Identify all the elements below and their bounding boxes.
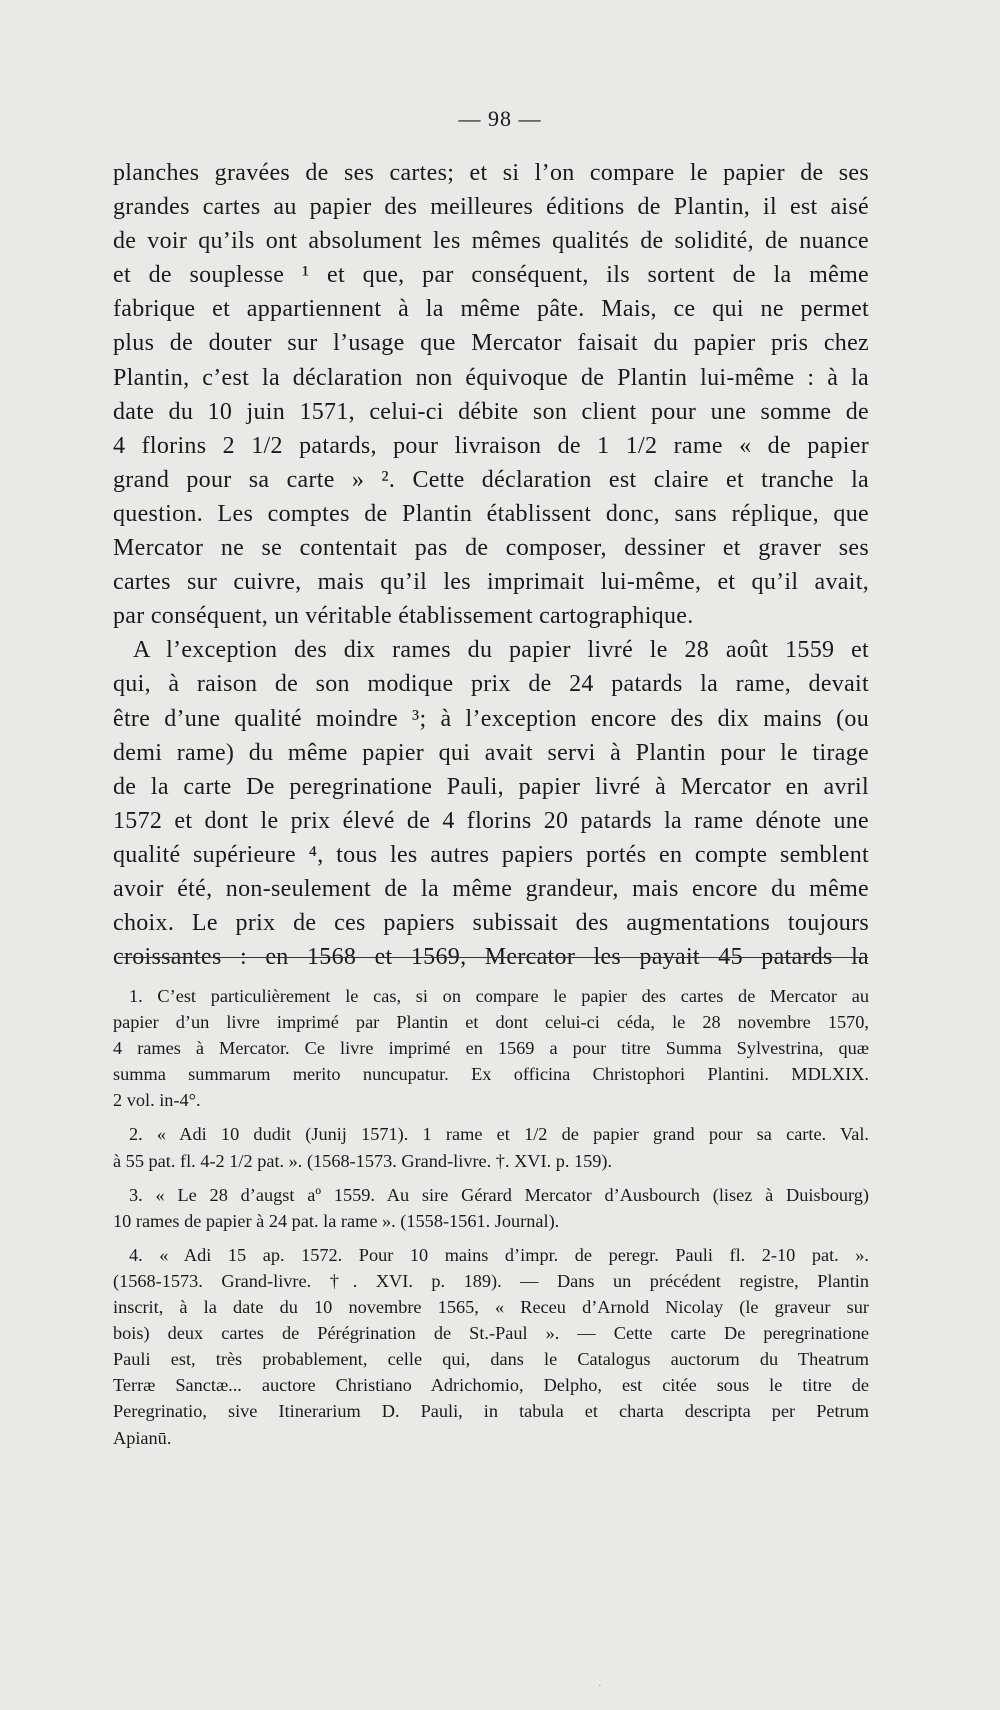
text-line: question. Les comptes de Plantin établissent donc, sans réplique, que bbox=[113, 500, 869, 527]
footnote-line: (1568-1573. Grand-livre. †. XVI. p. 189). — Dans un précédent registre, Plantin bbox=[113, 1270, 869, 1291]
text-line: cartes sur cuivre, mais qu’il les imprimait lui-même, et qu’il avait, bbox=[113, 569, 869, 596]
footnote-line: 2. « Adi 10 dudit (Junij 1571). 1 rame et 1/2 de papier grand pour sa carte. Val. bbox=[129, 1124, 869, 1145]
text-line: planches gravées de ses cartes; et si l’on compare le papier de ses bbox=[113, 160, 869, 186]
footnote-line: bois) deux cartes de Pérégrination de St.-Paul ». — Cette carte De peregrinatione bbox=[113, 1323, 869, 1344]
text-line: et de souplesse ¹ et que, par conséquent, ils sortent de la même bbox=[113, 262, 869, 289]
footnote-line: 3. « Le 28 d’augst aº 1559. Au sire Gérard Mercator d’Ausbourch (lisez à Duisbourg) bbox=[129, 1184, 869, 1205]
page-number-header: — 98 — bbox=[458, 106, 542, 131]
text-line: grand pour sa carte » ². Cette déclaration est claire et tranche la bbox=[113, 466, 869, 493]
scan-mark: · bbox=[598, 1680, 602, 1692]
text-line: par conséquent, un véritable établissement cartographique. bbox=[113, 603, 694, 630]
text-line: date du 10 juin 1571, celui-ci débite son client pour une somme de bbox=[113, 398, 869, 425]
footnote-line: 1. C’est particulièrement le cas, si on compare le papier des cartes de Mercator au bbox=[129, 986, 869, 1006]
footnote-line: 10 rames de papier à 24 pat. la rame ». (1558-1561. Journal). bbox=[113, 1210, 560, 1231]
text-line: qui, à raison de son modique prix de 24 patards la rame, devait bbox=[113, 671, 869, 698]
text-line: 1572 et dont le prix élevé de 4 florins 20 patards la rame dénote une bbox=[113, 807, 869, 834]
text-line: Plantin, c’est la déclaration non équivoque de Plantin lui-même : à la bbox=[113, 364, 869, 391]
text-line: choix. Le prix de ces papiers subissait des augmentations toujours bbox=[113, 910, 869, 937]
footnote-line: Apianū. bbox=[113, 1427, 172, 1448]
text-line: de voir qu’ils ont absolument les mêmes qualités de solidité, de nuance bbox=[113, 228, 869, 255]
text-line: qualité supérieure ⁴, tous les autres papiers portés en compte semblent bbox=[113, 841, 869, 868]
footnote-line: 4 rames à Mercator. Ce livre imprimé en 1569 a pour titre Summa Sylvestrina, quæ bbox=[113, 1038, 869, 1059]
text-line: être d’une qualité moindre ³; à l’exception encore des dix mains (ou bbox=[113, 705, 869, 732]
footnote-line: Peregrinatio, sive Itinerarium D. Pauli, in tabula et charta descripta per Petrum bbox=[113, 1401, 869, 1422]
footnote-line: 4. « Adi 15 ap. 1572. Pour 10 mains d’impr. de peregr. Pauli fl. 2-10 pat. ». bbox=[129, 1244, 869, 1265]
text-line: grandes cartes au papier des meilleures éditions de Plantin, il est aisé bbox=[113, 194, 869, 221]
footnote-line: papier d’un livre imprimé par Plantin et dont celui-ci céda, le 28 novembre 1570, bbox=[113, 1012, 869, 1033]
footnote-line: Terræ Sanctæ... auctore Christiano Adrichomio, Delpho, est citée sous le titre de bbox=[113, 1375, 869, 1396]
text-line: avoir été, non-seulement de la même grandeur, mais encore du même bbox=[113, 875, 869, 902]
footnote-line: inscrit, à la date du 10 novembre 1565, « Receu d’Arnold Nicolay (le graveur sur bbox=[113, 1297, 869, 1318]
footnotes bbox=[113, 983, 869, 1451]
main-text bbox=[113, 156, 869, 974]
footnote-line: summa summarum merito nuncupatur. Ex officina Christophori Plantini. MDLXIX. bbox=[113, 1064, 869, 1085]
text-line: de la carte De peregrinatione Pauli, papier livré à Mercator en avril bbox=[113, 773, 869, 800]
footnote-line: à 55 pat. fl. 4-2 1/2 pat. ». (1568-1573. Grand-livre. †. XVI. p. 159). bbox=[113, 1150, 613, 1171]
footnote-divider bbox=[118, 957, 868, 958]
footnote-line: Pauli est, très probablement, celle qui, dans le Catalogus auctorum du Theatrum bbox=[113, 1349, 869, 1370]
text-line: croissantes : en 1568 et 1569, Mercator les payait 45 patards la bbox=[113, 944, 869, 971]
text-line: Mercator ne se contentait pas de composer, dessiner et graver ses bbox=[113, 535, 869, 562]
text-line: plus de douter sur l’usage que Mercator faisait du papier pris chez bbox=[113, 330, 869, 357]
text-line: fabrique et appartiennent à la même pâte. Mais, ce qui ne permet bbox=[113, 296, 869, 323]
footnote-line: 2 vol. in-4°. bbox=[113, 1090, 201, 1111]
text-line: 4 florins 2 1/2 patards, pour livraison de 1 1/2 rame « de papier bbox=[113, 432, 869, 459]
text-line: demi rame) du même papier qui avait servi à Plantin pour le tirage bbox=[113, 739, 869, 766]
text-line: A l’exception des dix rames du papier livré le 28 août 1559 et bbox=[133, 637, 869, 664]
